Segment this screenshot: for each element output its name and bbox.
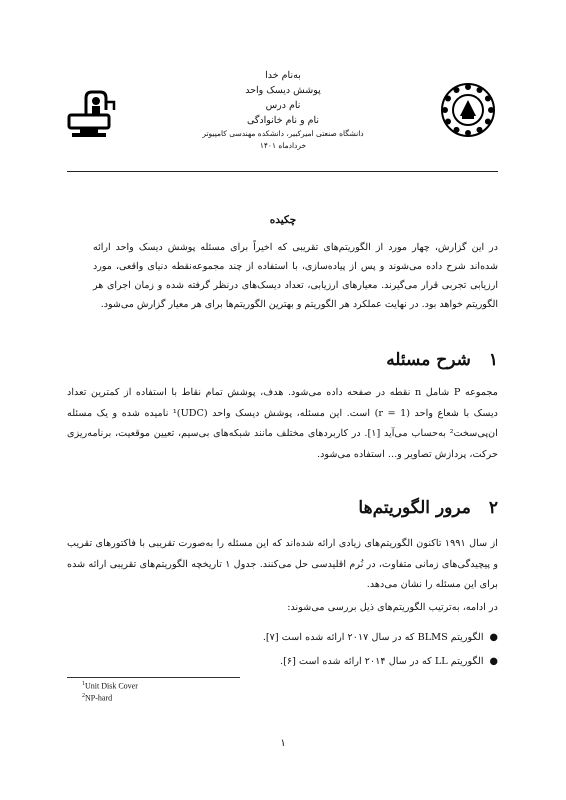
header-line-1: به‌نام خدا: [265, 70, 301, 81]
header-divider: [67, 171, 498, 172]
abstract-text: در این گزارش، چهار مورد از الگوریتم‌های تقریبی که اخیراً برای مسئله پوشش دیسک واحد ارائه شده‌اند شرح داده می‌شوند و پس از پیاده‌سازی، با استفاده از چند مجموعه‌نقطه دنیای واقعی، مورد ارزیابی تجربی قرار می‌گیرند. معیارهای ارزیابی، تعداد دیسک‌های درنظر گرفته شده و زمان اجرای هر الگوریتم خواهد بود. در نهایت عملکرد هر الگوریتم و بهترین الگوریتم‌ها برای هر معیار گزارش می‌شود.: [93, 242, 498, 310]
header-line-4: نام و نام خانوادگی: [246, 115, 320, 126]
footnote-divider: [67, 677, 240, 678]
footnote-2: [82, 693, 112, 703]
section-1-paragraph: مجموعه P شامل n نقطه در صفحه داده می‌شود. هدف، پوشش تمام نقاط با استفاده از کمترین تعداد دیسک با شعاع واحد (r = 1) است. این مسئله، پوشش دیسک واحد (UDC)¹ نامیده شده و یک مسئله ان‌پی‌سخت² به‌حساب می‌آید [۱]. در کاربردهای مختلف مانند شبکه‌های بی‌سیم، تعیین موقعیت، برنامه‌ریزی حرکت، پردازش تصاویر و... استفاده می‌شود.: [67, 387, 498, 460]
section-2-heading: [358, 498, 498, 518]
section-1-number: ۱: [488, 350, 498, 370]
bullet-icon: ●: [489, 656, 498, 667]
title-block: [200, 68, 366, 152]
bullet-icon: ●: [489, 632, 498, 643]
section-1-title: شرح مسئله: [386, 350, 471, 370]
bullet-item: [280, 652, 498, 672]
footnote-text: NP-hard: [85, 693, 113, 703]
abstract-title: چکیده: [269, 214, 297, 226]
university-seal-logo: [440, 82, 496, 138]
footnote-1: [82, 681, 138, 691]
footnote-mark: 1: [82, 681, 85, 687]
computer-department-logo-icon: [66, 88, 120, 138]
footnote-text: Unit Disk Cover: [85, 681, 138, 691]
footnote-mark: 2: [82, 693, 85, 699]
header-line-3: نام درس: [265, 100, 301, 111]
section-2-intro: در ادامه، به‌ترتیب الگوریتم‌های ذیل بررسی می‌شوند:: [287, 602, 498, 613]
header-line-2: پوشش دیسک واحد: [245, 85, 321, 96]
section-2-paragraph: از سال ۱۹۹۱ تاکنون الگوریتم‌های زیادی ارائه شده‌اند که این مسئله را به‌صورت تقریبی با فاکتورهای تقریب و پیچیدگی‌های زمانی متفاوت، در نُرم اقلیدسی حل می‌کنند. جدول ۱ تاریخچه الگوریتم‌های تقریبی ارائه شده برای این مسئله را نشان می‌دهد.: [67, 538, 498, 590]
section-2-title: مرور الگوریتم‌ها: [358, 498, 471, 518]
bullet-text: الگوریتم LL که در سال ۲۰۱۴ ارائه شده است [۶].: [280, 656, 484, 667]
university-line: دانشگاه صنعتی امیرکبیر، دانشکده مهندسی کامپیوتر: [202, 129, 364, 138]
date-line: خرداد‌ماه ۱۴۰۱: [259, 141, 307, 150]
section-1-heading: [386, 350, 498, 370]
bullet-text: الگوریتم BLMS که در سال ۲۰۱۷ ارائه شده است [۷].: [262, 632, 484, 643]
page-number: ۱: [280, 738, 286, 749]
section-2-number: ۲: [488, 498, 498, 518]
bullet-item: [263, 628, 498, 648]
